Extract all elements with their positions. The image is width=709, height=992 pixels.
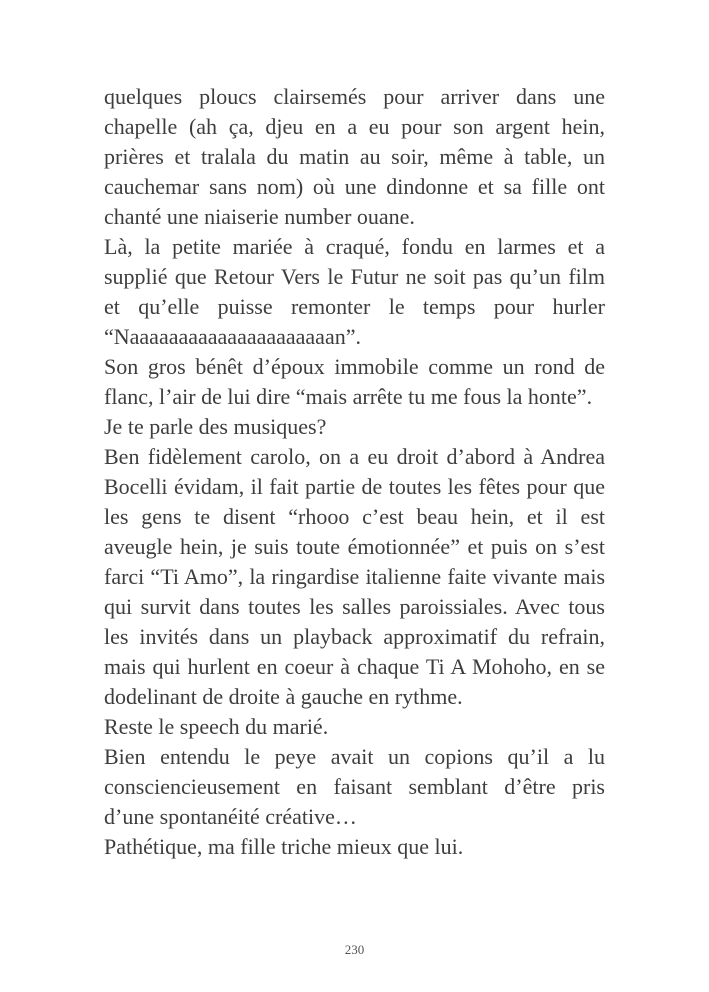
paragraph: Je te parle des musiques? <box>104 414 327 439</box>
page-number: 230 <box>344 942 365 957</box>
paragraph: Là, la petite mariée à craqué, fondu en larmes et a supplié que Retour Vers le Futur ne soit pas qu’un film et qu’elle puisse remonter le temps pour hurler “Naaaaaaaaaaaaaaaaaaaaan”. <box>104 234 605 349</box>
paragraph: Son gros bénêt d’époux immobile comme un rond de flanc, l’air de lui dire “mais arrête tu me fous la honte”. <box>104 354 605 409</box>
paragraph: Bien entendu le peye avait un copions qu’il a lu consciencieusement en faisant semblant d’être pris d’une spontanéité créative… <box>104 744 605 829</box>
paragraph: Ben fidèlement carolo, on a eu droit d’abord à Andrea Bocelli évidam, il fait partie de toutes les fêtes pour que les gens te disent “rhooo c’est beau hein, et il est aveugle hein, je suis toute émotionnée” et puis on s’est farci “Ti Amo”, la ringardise italienne faite vivante mais qui survit dans toutes les salles paroissiales. Avec tous les invités dans un playback approximatif du refrain, mais qui hurlent en coeur à chaque Ti A Mohoho, en se dodelinant de droite à gauche en rythme. <box>104 444 605 709</box>
paragraph: Reste le speech du marié. <box>104 714 329 739</box>
paragraph: quelques ploucs clairsemés pour arriver dans une chapelle (ah ça, djeu en a eu pour son argent hein, prières et tralala du matin au soir, même à table, un cauchemar sans nom) où une dindonne et sa fille ont chanté une niaiserie number ouane. <box>104 84 605 229</box>
paragraph: Pathétique, ma fille triche mieux que lui. <box>104 834 464 859</box>
page-text <box>104 82 605 862</box>
